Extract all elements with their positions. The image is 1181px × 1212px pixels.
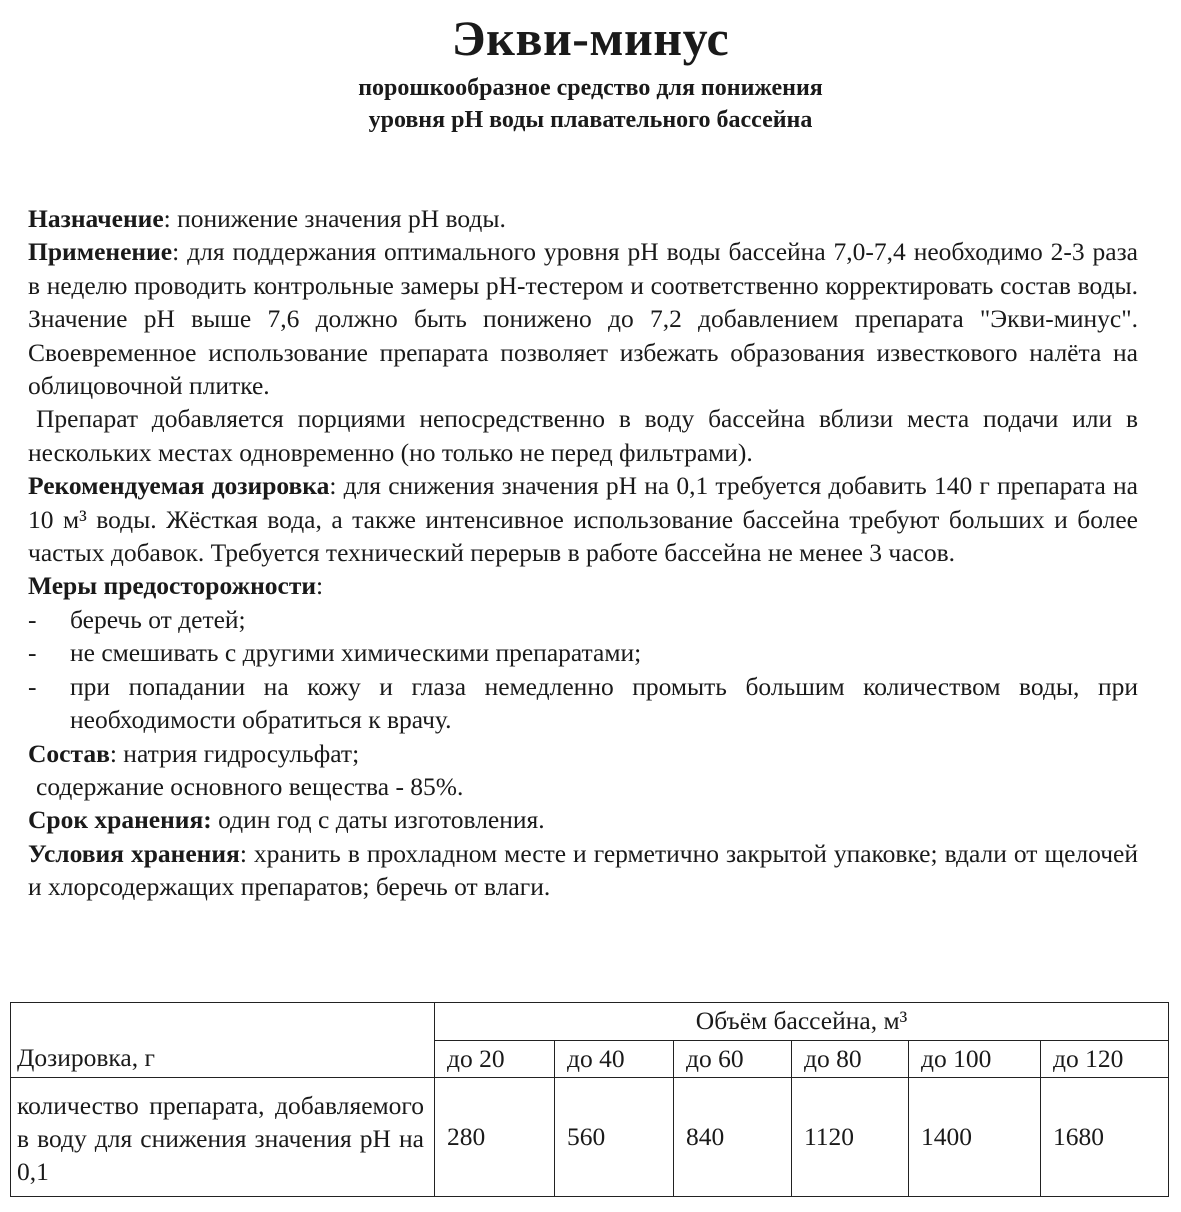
volume-header: Объём бассейна, м³ <box>435 1003 1169 1041</box>
dose-value: 1400 <box>909 1078 1041 1197</box>
purpose-paragraph <box>28 202 1138 235</box>
list-item <box>28 603 1138 636</box>
purpose-text: : понижение значения pH воды. <box>163 204 506 233</box>
volume-cell: до 120 <box>1041 1040 1169 1078</box>
application-paragraph-2: Препарат добавляется порциями непосредственно в воду бассейна вблизи места подачи или в нескольких местах одновременно (но только не перед фильтрами). <box>28 404 1138 467</box>
dose-value: 280 <box>435 1078 555 1197</box>
dose-value: 560 <box>555 1078 674 1197</box>
shelf-life-label: Срок хранения: <box>28 805 212 835</box>
volume-cell: до 20 <box>435 1040 555 1078</box>
volume-cell: до 80 <box>792 1040 909 1078</box>
dash-bullet: - <box>28 638 37 668</box>
shelf-life-text: один год с даты изготовления. <box>211 805 545 835</box>
composition-text: : натрия гидросульфат; <box>109 738 360 768</box>
application-paragraph <box>28 235 1138 402</box>
dosage-label: Рекомендуемая дозировка <box>28 471 330 501</box>
list-item <box>28 636 1138 669</box>
dosage-table <box>10 1002 1169 1197</box>
dose-value: 1120 <box>792 1078 909 1197</box>
shelf-life-paragraph <box>28 803 1138 836</box>
document-body <box>28 202 1138 904</box>
precaution-item-3: при попадании на кожу и глаза немедленно промыть большим количеством воды, при необходимости обратиться к врачу. <box>70 671 1138 735</box>
precautions-colon: : <box>316 571 324 601</box>
table-corner-label: Дозировка, г <box>11 1003 435 1078</box>
storage-label: Условия хранения <box>28 838 240 868</box>
document-title: Экви-минус <box>451 10 730 66</box>
application-text: : для поддержания оптимального уровня pH воды бассейна 7,0-7,4 необходимо 2-3 раза в неделю проводить контрольные замеры pH-тестером и соответственно корректировать состав воды. Значение pH выше 7,6 должно быть понижено до 7,2 добавлением препарата "Экви-минус". Своевременное использование препарата позволяет избежать образования известкового налёта на облицовочной плитке. <box>28 237 1138 401</box>
precaution-item-1: беречь от детей; <box>70 604 246 634</box>
dose-value: 1680 <box>1041 1078 1169 1197</box>
dash-bullet: - <box>28 604 37 634</box>
subtitle-line-2: уровня pH воды плавательного бассейна <box>368 107 813 133</box>
table-row <box>11 1003 1169 1041</box>
dosage-paragraph <box>28 469 1138 569</box>
dash-bullet: - <box>28 671 37 701</box>
storage-paragraph <box>28 837 1138 904</box>
dosage-text: : для снижения значения pH на 0,1 требуется добавить 140 г препарата на 10 м³ воды. Жёсткая вода, а также интенсивное использование бассейна требуют больших и более частых добавок. Требуется технический перерыв в работе бассейна не менее 3 часов. <box>28 471 1138 568</box>
composition-label: Состав <box>28 738 110 768</box>
volume-cell: до 40 <box>555 1040 674 1078</box>
application-label: Применение <box>28 237 173 267</box>
dose-value: 840 <box>674 1078 792 1197</box>
subtitle-line-1: порошкообразное средство для понижения <box>358 75 823 101</box>
composition-paragraph <box>28 737 1138 770</box>
document-subtitle <box>0 72 1181 136</box>
purpose-label: Назначение <box>28 204 164 233</box>
precautions-heading <box>28 569 1138 602</box>
storage-text: : хранить в прохладном месте и герметично закрытой упаковке; вдали от щелочей и хлорсодержащих препаратов; беречь от влаги. <box>28 838 1138 902</box>
precaution-item-2: не смешивать с другими химическими препаратами; <box>70 638 642 668</box>
volume-cell: до 60 <box>674 1040 792 1078</box>
row-label: количество препарата, добавляемого в воду для снижения значения pH на 0,1 <box>11 1078 435 1197</box>
precautions-label: Меры предосторожности <box>28 571 317 601</box>
volume-cell: до 100 <box>909 1040 1041 1078</box>
table-row <box>11 1078 1169 1197</box>
composition-content: содержание основного вещества - 85%. <box>36 771 464 801</box>
list-item <box>28 670 1138 737</box>
